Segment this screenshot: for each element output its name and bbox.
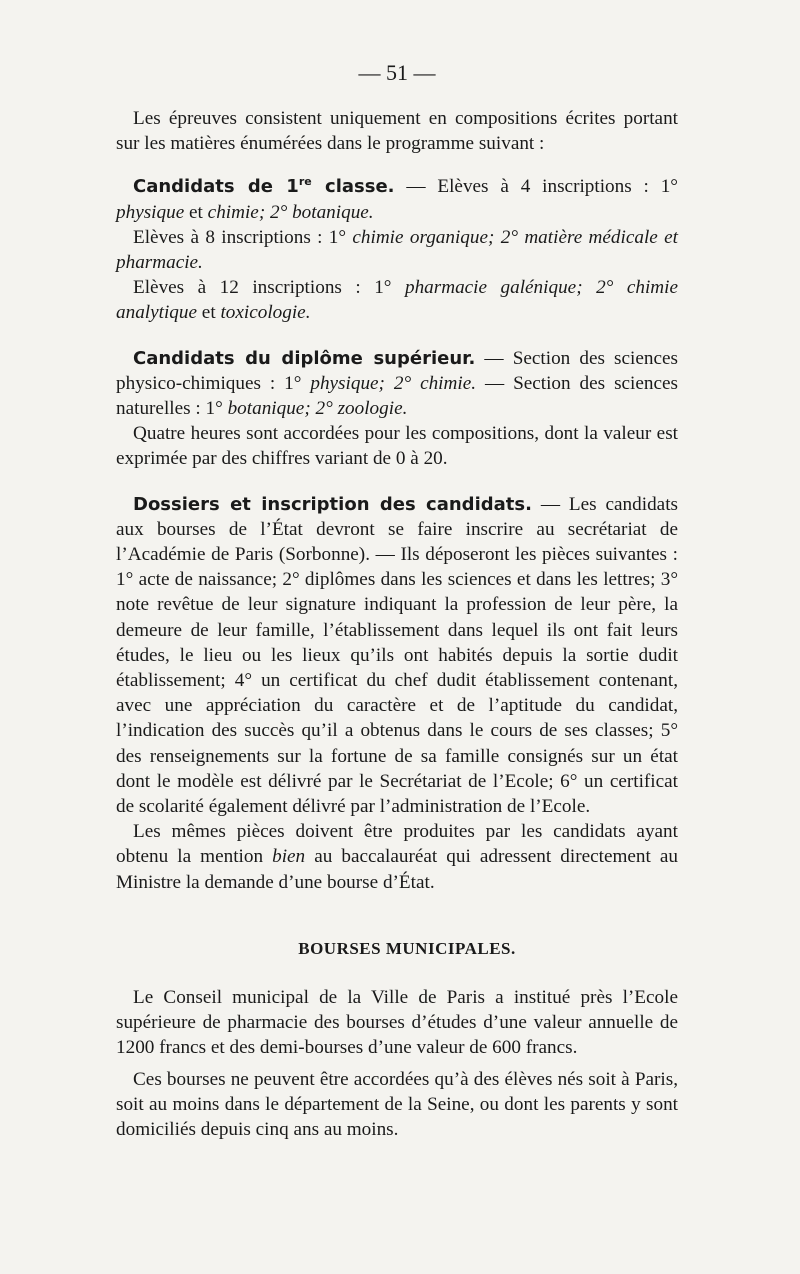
hours-paragraph: Quatre heures sont accordées pour les compositions, dont la valeur est exprimée par des chiffres variant de 0 à 20. [116, 423, 678, 470]
first-class-12-inscriptions: Elèves à 12 inscriptions : 1° pharmacie galénique; 2° chimie analytique et toxicologie. [116, 277, 678, 324]
dossiers-paragraph: Dossiers et inscription des candidats. — Les candidats aux bourses de l’État devront se faire inscrire au secrétariat de l’Académie de Paris (Sorbonne). — Ils déposeront les pièces suivantes : 1° acte de naissance; 2° diplômes dans les sciences et dans les lettres; 3° note revêtue de leur signature indiquant la profession de leur père, la demeure de leur famille, l’établissement dans lequel ils ont fait leurs études, le lieu ou les lieux qu’ils ont habités depuis la sortie dudit établissement; 4° un certificat du chef dudit établissement contenant, avec une appréciation du caractère et de l’aptitude du candidat, l’indication des succès qu’il a obtenus dans le cours de ses classes; 5° des renseignements sur la fortune de sa famille consignés sur un état dont le modèle est délivré par le Secrétariat de l’Ecole; 6° un certificat de scolarité également délivré par l’administration de l’Ecole. [116, 493, 678, 818]
page-number: — 51 — [358, 60, 436, 85]
superior-paragraph: Candidats du diplôme supérieur. — Section des sciences physico-chimiques : 1° physique; 2° chimie. — Section des sciences naturelles : 1° botanique; 2° zoologie. [116, 347, 678, 420]
first-class-8-inscriptions: Elèves à 8 inscriptions : 1° chimie organique; 2° matière médicale et pharmacie. [116, 226, 678, 274]
superior-heading: Candidats du diplôme supérieur. [133, 347, 476, 369]
same-documents-paragraph: Les mêmes pièces doivent être produites par les candidats ayant obtenu la mention bien au baccalauréat qui adressent directement au Ministre la demande d’une bourse d’État. [116, 821, 678, 893]
intro-paragraph: Les épreuves consistent uniquement en compositions écrites portant sur les matières énumérées dans le programme suivant : [116, 108, 678, 155]
first-class-paragraph: Candidats de 1re classe. — Elèves à 4 inscriptions : 1° physique et chimie; 2° botanique. [116, 175, 678, 223]
dossiers-heading: Dossiers et inscription des candidats. [133, 493, 532, 515]
municipal-paragraph-2: Ces bourses ne peuvent être accordées qu’à des élèves nés soit à Paris, soit au moins dans le département de la Seine, ou dont les parents y sont domiciliés depuis cinq ans au moins. [116, 1068, 678, 1140]
first-class-heading: Candidats de 1re classe. [133, 175, 395, 198]
section-title: BOURSES MUNICIPALES. [298, 938, 516, 958]
municipal-paragraph-1: Le Conseil municipal de la Ville de Paris a institué près l’Ecole supérieure de pharmacie des bourses d’études d’une valeur annuelle de 1200 francs et des demi-bourses d’une valeur de 600 francs. [116, 986, 678, 1059]
